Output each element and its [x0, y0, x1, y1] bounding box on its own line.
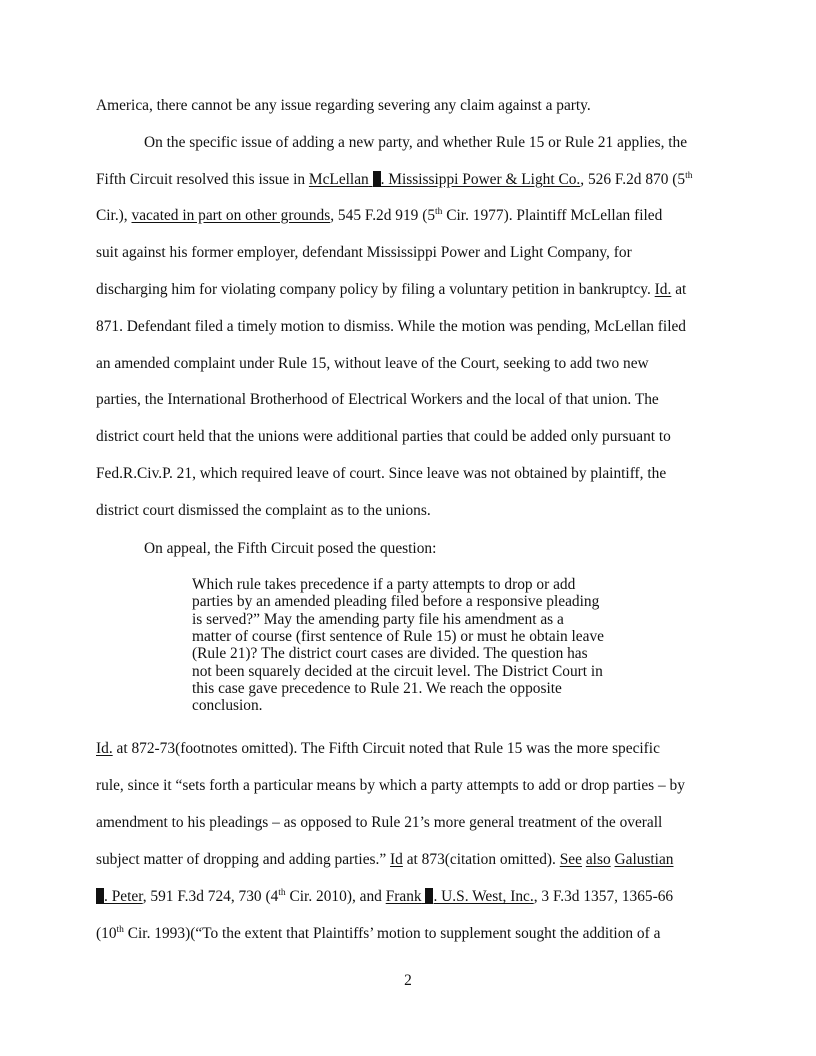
quote-line: is served?” May the amending party file his amendment as a: [192, 610, 564, 628]
text-line: amendment to his pleadings – as opposed to Rule 21’s more general treatment of the overall: [96, 814, 663, 831]
case-citation: . Peter: [96, 888, 143, 905]
id-citation: Id.: [96, 740, 113, 757]
case-citation: Frank . U.S. West, Inc.: [385, 888, 534, 905]
text-line: Fifth Circuit resolved this issue in McLellan . Mississippi Power & Light Co., 526 F.2d 870 (5th: [96, 170, 693, 188]
text-line: rule, since it “sets forth a particular means by which a party attempts to add or drop parties – by: [96, 777, 685, 794]
quote-line: Which rule takes precedence if a party attempts to drop or add: [192, 576, 576, 593]
id-citation: Id.: [654, 281, 672, 298]
quote-line: conclusion.: [192, 697, 263, 715]
text-line: an amended complaint under Rule 15, without leave of the Court, seeking to add two new: [96, 355, 649, 372]
quote-line: matter of course (first sentence of Rule 15) or must he obtain leave: [192, 627, 604, 645]
redaction-mark: [373, 171, 381, 187]
quote-line: parties by an amended pleading filed before a responsive pleading: [192, 593, 600, 611]
page-number: 2: [404, 972, 412, 989]
text-line: America, there cannot be any issue regarding severing any claim against a party.: [96, 97, 591, 114]
text-line: On appeal, the Fifth Circuit posed the question:: [144, 540, 437, 557]
text-line: district court dismissed the complaint as to the unions.: [96, 502, 431, 519]
redaction-mark: [96, 888, 104, 904]
text-line: (10th Cir. 1993)(“To the extent that Plaintiffs’ motion to supplement sought the addition of a: [96, 924, 661, 942]
text-line: discharging him for violating company policy by filing a voluntary petition in bankruptcy. Id. at: [96, 281, 687, 298]
text-line: parties, the International Brotherhood of Electrical Workers and the local of that union. The: [96, 391, 659, 408]
citation-signal: vacated in part on other grounds: [131, 207, 331, 224]
text-line: Cir.), vacated in part on other grounds, 545 F.2d 919 (5th Cir. 1977). Plaintiff McLellan filed: [96, 206, 663, 224]
text-line: Id. at 872-73(footnotes omitted). The Fifth Circuit noted that Rule 15 was the more specific: [96, 740, 660, 757]
text-line: district court held that the unions were additional parties that could be added only pursuant to: [96, 428, 671, 445]
id-citation: Id: [390, 851, 403, 868]
quote-line: not been squarely decided at the circuit level. The District Court in: [192, 662, 603, 680]
quote-line: (Rule 21)? The district court cases are divided. The question has: [192, 645, 588, 663]
text-line: suit against his former employer, defendant Mississippi Power and Light Company, for: [96, 244, 632, 261]
text-line: subject matter of dropping and adding parties.” Id at 873(citation omitted). See also Galustian: [96, 851, 674, 868]
citation-signal: See: [559, 851, 582, 868]
text-line: . Peter, 591 F.3d 724, 730 (4th Cir. 2010), and Frank . U.S. West, Inc., 3 F.3d 1357, 1365-66: [96, 888, 673, 906]
text-line: On the specific issue of adding a new party, and whether Rule 15 or Rule 21 applies, the: [144, 134, 688, 151]
text-line: Fed.R.Civ.P. 21, which required leave of court. Since leave was not obtained by plaintiff, the: [96, 465, 667, 482]
citation-signal: also: [585, 851, 611, 868]
case-citation: Galustian: [614, 851, 674, 868]
case-citation: McLellan . Mississippi Power & Light Co.: [308, 171, 581, 188]
text-line: 871. Defendant filed a timely motion to dismiss. While the motion was pending, McLellan filed: [96, 318, 687, 335]
quote-line: this case gave precedence to Rule 21. We reach the opposite: [192, 679, 562, 697]
